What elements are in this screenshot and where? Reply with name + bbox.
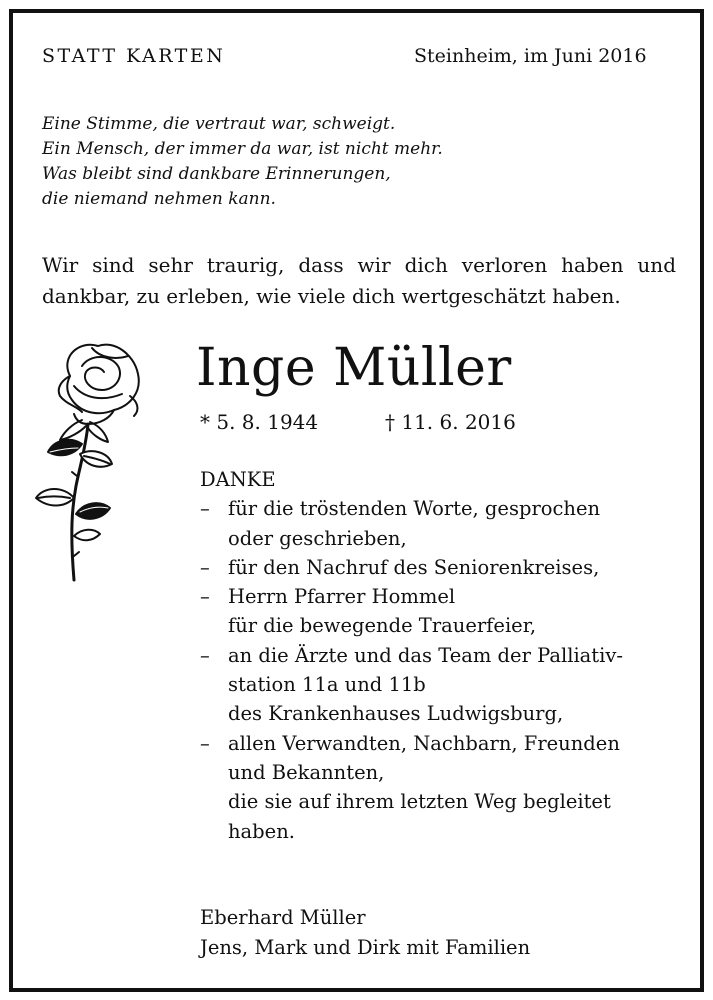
- list-dash: –: [200, 497, 210, 521]
- list-item: Herrn Pfarrer Hommel: [228, 585, 456, 609]
- deceased-name: Inge Müller: [196, 338, 512, 398]
- intro-text: Wir sind sehr traurig, dass wir dich verloren haben und dankbar, zu erleben, wie viele dich wertgeschätzt haben.: [42, 253, 676, 308]
- poem-line: Eine Stimme, die vertraut war, schweigt.: [42, 114, 396, 134]
- signatures: [200, 903, 530, 963]
- rose-icon: [30, 336, 148, 584]
- poem-line: Was bleibt sind dankbare Erinnerungen,: [42, 164, 391, 184]
- list-item: für den Nachruf des Seniorenkreises,: [228, 555, 600, 579]
- list-dash: –: [200, 555, 210, 579]
- list-item: und Bekannten,: [228, 760, 385, 784]
- list-item: des Krankenhauses Ludwigsburg,: [228, 702, 564, 726]
- birth-date: * 5. 8. 1944: [200, 410, 319, 434]
- list-item: haben.: [228, 819, 295, 843]
- list-item: an die Ärzte und das Team der Palliativ-: [228, 643, 623, 667]
- list-dash: –: [200, 585, 210, 609]
- list-dash: –: [200, 643, 210, 667]
- list-item: allen Verwandten, Nachbarn, Freunden: [228, 731, 620, 755]
- list-item: für die tröstenden Worte, gesprochen: [228, 497, 601, 521]
- list-dash: –: [200, 731, 210, 755]
- list-item: oder geschrieben,: [228, 526, 407, 550]
- poem: [42, 112, 443, 212]
- list-item: die sie auf ihrem letzten Weg begleitet: [228, 790, 611, 814]
- header-statt-karten: STATT KARTEN: [42, 45, 226, 67]
- death-date: † 11. 6. 2016: [385, 410, 516, 434]
- header-place-date: Steinheim, im Juni 2016: [414, 45, 647, 67]
- signature-line: Jens, Mark und Dirk mit Familien: [200, 936, 531, 959]
- list-item: für die bewegende Trauerfeier,: [228, 614, 537, 638]
- signature-line: Eberhard Müller: [200, 906, 366, 929]
- poem-line: die niemand nehmen kann.: [42, 189, 276, 209]
- thanks-heading: DANKE: [200, 468, 276, 491]
- poem-line: Ein Mensch, der immer da war, ist nicht mehr.: [42, 139, 443, 159]
- list-item: station 11a und 11b: [228, 673, 426, 697]
